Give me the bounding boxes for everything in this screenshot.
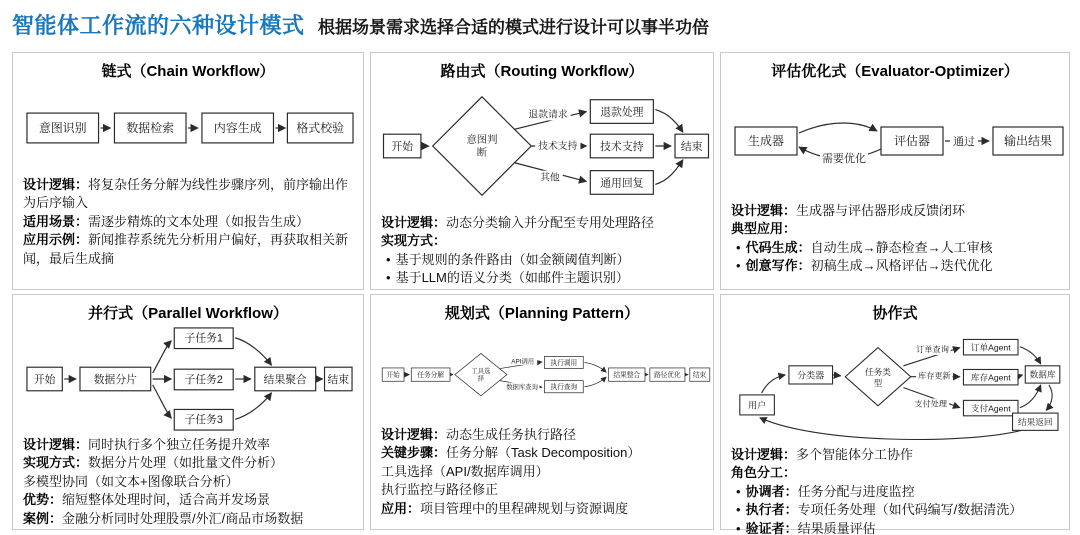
node-output-result xyxy=(993,127,1063,155)
routing-diagram xyxy=(381,82,711,212)
desc-label: 执行者： xyxy=(745,502,798,518)
node-label: 结束 xyxy=(327,373,350,386)
panel-title: 链式（Chain Workflow） xyxy=(101,63,275,80)
panel-parallel-workflow xyxy=(12,294,364,530)
description-line xyxy=(23,510,353,528)
description-line xyxy=(23,176,353,213)
node-label: 评估器 xyxy=(893,134,931,148)
panel-title: 协作式 xyxy=(872,305,918,322)
planning-diagram xyxy=(381,324,711,424)
desc-text: 基于规则的条件路由（如金额阈值判断） xyxy=(395,251,630,267)
node-label: 订单Agent xyxy=(970,342,1011,353)
collaborative-diagram xyxy=(731,324,1065,444)
description-line xyxy=(23,491,353,509)
edge-label-db-query xyxy=(505,382,540,391)
desc-label: 代码生成： xyxy=(745,239,811,255)
description-line xyxy=(381,232,703,250)
panel-evaluator-optimizer xyxy=(720,52,1070,290)
description-line xyxy=(731,257,1059,275)
desc-text: 需逐步精炼的文本处理（如报告生成） xyxy=(88,213,310,229)
desc-text: 自动生成→静态检查→人工审核 xyxy=(810,239,993,255)
panel-planning-pattern xyxy=(370,294,714,530)
node-content-generation xyxy=(202,113,274,143)
page-header xyxy=(12,9,709,40)
description-line xyxy=(381,444,703,462)
node-refund-handling xyxy=(590,100,653,124)
desc-text: 多模型协同（如文本+图像联合分析） xyxy=(23,473,239,489)
desc-label: 设计逻辑： xyxy=(23,177,89,192)
description-line xyxy=(381,214,703,232)
bullet: • xyxy=(736,502,741,518)
node-subtask-1 xyxy=(174,328,233,349)
description-line xyxy=(23,473,353,491)
node-execute-call xyxy=(544,356,583,368)
node-label: 数据分片 xyxy=(93,373,137,386)
svg-text:库存更新: 库存更新 xyxy=(918,371,951,381)
desc-label: 设计逻辑： xyxy=(381,427,447,442)
description-line xyxy=(23,454,353,472)
edge-label-needs-optimization xyxy=(820,151,868,165)
desc-label: 应用： xyxy=(381,500,421,516)
bullet: • xyxy=(386,251,391,267)
bullet: • xyxy=(736,239,741,255)
node-data-sharding xyxy=(80,367,151,391)
node-database xyxy=(1025,366,1060,383)
panel-title: 规划式（Planning Pattern） xyxy=(444,305,640,322)
node-label: 任务分解 xyxy=(417,372,444,380)
description-line xyxy=(23,436,353,454)
panel-title: 路由式（Routing Workflow） xyxy=(440,63,644,80)
node-label: 意图识别 xyxy=(38,120,87,135)
bullet: • xyxy=(736,520,741,535)
node-label: 通用回复 xyxy=(600,177,644,190)
desc-label: 典型应用： xyxy=(731,221,797,237)
node-task-type xyxy=(845,348,910,406)
node-intent-decision xyxy=(433,97,531,195)
node-label: 断 xyxy=(476,147,488,159)
node-label: 内容生成 xyxy=(213,120,262,135)
description-line xyxy=(731,520,1059,535)
node-label: 输出结果 xyxy=(1003,134,1053,148)
panel-description xyxy=(23,436,353,528)
desc-text: 任务分解（Task Decomposition） xyxy=(446,445,641,461)
node-label: 支付Agent xyxy=(970,403,1011,414)
panel-description xyxy=(731,202,1059,276)
desc-label: 应用示例： xyxy=(23,232,89,248)
desc-label: 实现方式： xyxy=(23,455,89,471)
node-data-retrieval xyxy=(114,113,186,143)
node-end xyxy=(690,368,710,381)
desc-label: 角色分工： xyxy=(731,465,797,481)
edge-label-refund-request xyxy=(525,107,570,120)
node-label: 库存Agent xyxy=(970,372,1011,383)
description-line xyxy=(731,220,1059,238)
chain-diagram xyxy=(23,82,355,174)
desc-label: 创意写作： xyxy=(745,258,811,274)
node-end xyxy=(325,367,353,391)
node-result-integration xyxy=(609,368,645,381)
node-label: 开始 xyxy=(386,372,400,380)
node-format-validation xyxy=(287,113,353,143)
panel-title: 并行式（Parallel Workflow） xyxy=(88,305,288,322)
node-label: 执行调用 xyxy=(550,359,578,367)
desc-text: 缩短整体处理时间，适合高并发场景 xyxy=(62,492,271,508)
description-line xyxy=(23,213,353,231)
node-label: 开始 xyxy=(33,373,56,386)
desc-label: 案例： xyxy=(23,510,63,526)
node-result-aggregation xyxy=(255,367,316,391)
description-line xyxy=(731,202,1059,220)
desc-text: 初稿生成→风格评估→迭代优化 xyxy=(810,258,993,274)
svg-text:订单查询: 订单查询 xyxy=(916,345,949,355)
svg-text:其他: 其他 xyxy=(540,172,560,184)
node-end xyxy=(675,134,708,158)
node-generic-reply xyxy=(590,171,653,195)
desc-text: 专项任务处理（如代码编写/数据清洗） xyxy=(797,502,1023,518)
panel-chain-workflow xyxy=(12,52,364,290)
node-label: 格式校验 xyxy=(296,120,345,135)
node-label: 择 xyxy=(477,375,485,383)
description-line xyxy=(381,463,703,481)
node-label: 分类器 xyxy=(797,370,825,381)
node-label: 结果聚合 xyxy=(263,373,307,386)
desc-text: 工具选择（API/数据库调用） xyxy=(381,463,549,479)
desc-text: 执行监控与路径修正 xyxy=(381,482,499,498)
desc-text: 项目管理中的里程碑规划与资源调度 xyxy=(420,500,629,516)
node-label: 路径优化 xyxy=(654,372,681,380)
edge-label-other xyxy=(537,170,563,183)
description-line xyxy=(381,481,703,499)
page-title: 智能体工作流的六种设计模式 xyxy=(12,13,305,38)
node-label: 结果返回 xyxy=(1018,416,1053,427)
node-label: 子任务3 xyxy=(184,414,223,427)
desc-text: 生成器与评估器形成反馈闭环 xyxy=(796,203,966,218)
node-label: 开始 xyxy=(391,140,414,153)
bullet: • xyxy=(736,258,741,274)
page-subtitle: 根据场景需求选择合适的模式进行设计可以事半功倍 xyxy=(317,18,709,37)
node-user xyxy=(740,395,775,415)
svg-text:退款请求: 退款请求 xyxy=(528,109,568,121)
node-result-return xyxy=(1013,413,1058,430)
edge-label-api-call xyxy=(508,357,537,366)
node-classifier xyxy=(789,366,833,384)
desc-text: 多个智能体分工协作 xyxy=(796,447,914,462)
node-label: 任务类 xyxy=(865,366,891,377)
desc-label: 设计逻辑： xyxy=(731,203,797,218)
description-line xyxy=(731,464,1059,482)
node-payment-agent xyxy=(963,400,1018,415)
description-line xyxy=(381,251,703,269)
node-tech-support xyxy=(590,134,653,158)
desc-label: 实现方式： xyxy=(381,233,447,249)
node-label: 型 xyxy=(873,377,883,388)
desc-text: 结果质量评估 xyxy=(797,520,876,535)
desc-text: 新闻推荐系统先分析用户偏好，再获取相关新闻，最后生成摘 xyxy=(23,232,349,266)
panel-title: 评估优化式（Evaluator-Optimizer） xyxy=(771,63,1019,80)
node-label: 结果整合 xyxy=(613,372,641,380)
desc-text: 数据分片处理（如批量文件分析） xyxy=(88,455,284,471)
parallel-diagram xyxy=(23,324,355,434)
node-label: 用户 xyxy=(748,400,767,411)
node-tool-selection xyxy=(455,353,507,395)
desc-label: 优势： xyxy=(23,492,63,508)
panel-description xyxy=(731,446,1059,535)
description-line xyxy=(381,426,703,444)
svg-text:通过: 通过 xyxy=(953,136,975,148)
node-label: 结束 xyxy=(692,372,707,380)
svg-text:技术支持: 技术支持 xyxy=(538,140,578,152)
evaluator-diagram xyxy=(731,82,1065,200)
node-path-optimization xyxy=(650,368,685,381)
desc-text: 动态分类输入并分配至专用处理路径 xyxy=(446,215,655,230)
description-line xyxy=(381,500,703,518)
node-order-agent xyxy=(963,339,1018,354)
edge-label-payment-processing xyxy=(913,399,949,410)
node-start xyxy=(382,368,404,381)
desc-text: 动态生成任务执行路径 xyxy=(446,427,577,442)
desc-label: 关键步骤： xyxy=(381,445,447,461)
node-task-decomposition xyxy=(411,368,450,381)
edge-label-inventory-update xyxy=(916,370,952,381)
desc-label: 设计逻辑： xyxy=(381,215,447,230)
node-intent-recognition xyxy=(27,113,99,143)
node-label: 工具选 xyxy=(471,367,491,375)
panel-description xyxy=(381,214,703,288)
svg-text:支付处理: 支付处理 xyxy=(914,399,948,409)
description-line xyxy=(731,501,1059,519)
node-label: 结束 xyxy=(680,140,703,153)
panel-collaborative xyxy=(720,294,1070,535)
node-execute-query xyxy=(544,381,583,393)
node-label: 数据库 xyxy=(1029,369,1056,380)
desc-text: 金融分析同时处理股票/外汇/商品市场数据 xyxy=(62,510,304,526)
desc-text: 将复杂任务分解为线性步骤序列，前序输出作为后序输入 xyxy=(23,177,349,211)
panel-routing-workflow xyxy=(370,52,714,290)
node-start xyxy=(27,367,62,391)
node-inventory-agent xyxy=(963,369,1018,384)
bullet: • xyxy=(386,270,391,286)
description-line xyxy=(731,483,1059,501)
svg-text:API调用: API调用 xyxy=(511,358,535,366)
description-line xyxy=(381,269,703,287)
description-line xyxy=(23,231,353,268)
desc-text: 同时执行多个独立任务提升效率 xyxy=(88,437,271,452)
desc-text: 任务分配与进度监控 xyxy=(797,483,915,499)
desc-label: 设计逻辑： xyxy=(731,447,797,462)
description-line xyxy=(731,239,1059,257)
node-label: 生成器 xyxy=(747,134,785,148)
edge-label-pass xyxy=(950,134,978,148)
svg-text:数据库查询: 数据库查询 xyxy=(506,384,538,392)
node-label: 子任务1 xyxy=(184,332,223,345)
connectors xyxy=(760,347,1052,440)
node-label: 数据检索 xyxy=(126,120,175,135)
desc-text: 基于LLM的语义分类（如邮件主题识别） xyxy=(395,270,629,286)
node-label: 意图判 xyxy=(466,135,498,147)
panel-description xyxy=(23,176,353,268)
svg-text:需要优化: 需要优化 xyxy=(822,153,866,165)
description-line xyxy=(731,446,1059,464)
node-subtask-2 xyxy=(174,369,233,390)
node-label: 技术支持 xyxy=(600,140,644,153)
panel-description xyxy=(381,426,703,518)
node-subtask-3 xyxy=(174,409,233,430)
desc-label: 协调者： xyxy=(745,483,798,499)
node-label: 子任务2 xyxy=(184,373,223,386)
desc-label: 适用场景： xyxy=(23,213,89,229)
node-label: 退款处理 xyxy=(600,106,644,119)
node-label: 执行查询 xyxy=(550,384,578,392)
node-generator xyxy=(735,127,797,155)
edge-label-tech-support xyxy=(535,139,580,152)
node-evaluator xyxy=(881,127,943,155)
bullet: • xyxy=(736,483,741,499)
edge-label-order-query xyxy=(914,344,950,355)
desc-label: 设计逻辑： xyxy=(23,437,89,452)
node-start xyxy=(384,134,421,158)
desc-label: 验证者： xyxy=(745,520,798,535)
